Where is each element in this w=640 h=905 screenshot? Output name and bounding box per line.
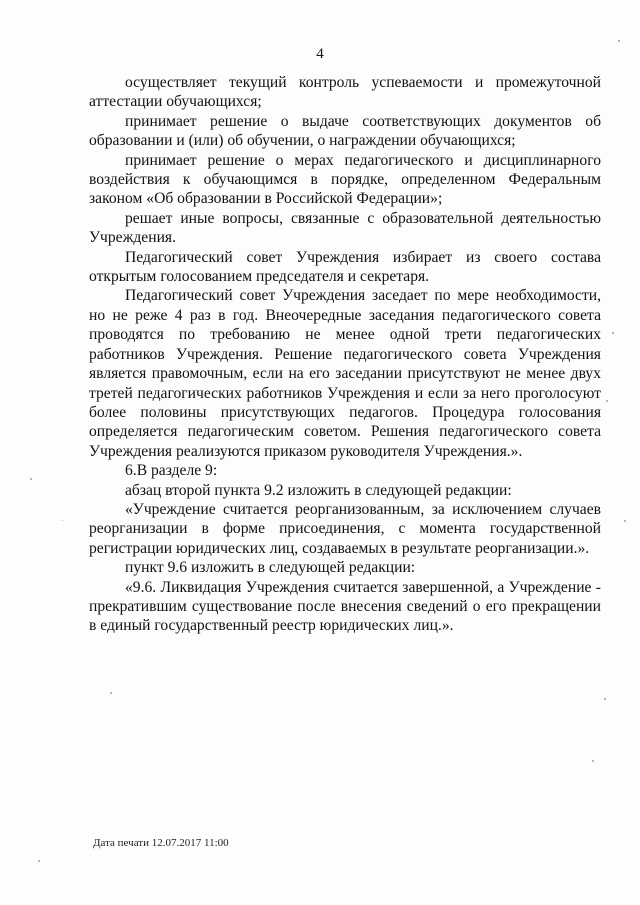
scan-speck xyxy=(30,478,32,480)
paragraph-clause-9-6-text: «9.6. Ликвидация Учреждения считается завершенной, а Учреждение - прекратившим существование после внесения сведений о его прекращении в единый государственный реестр юридических лиц.». xyxy=(89,578,601,635)
paragraph-other-questions: решает иные вопросы, связанные с образовательной деятельностью Учреждения. xyxy=(89,209,601,247)
paragraph-council-election: Педагогический совет Учреждения избирает из своего состава открытым голосованием председателя и секретаря. xyxy=(89,248,601,286)
scan-speck xyxy=(618,40,620,42)
paragraph-council-meetings: Педагогический совет Учреждения заседает по мере необходимости, но не реже 4 раз в год. Внеочередные заседания педагогического совета проводятся по требованию не менее одной трети педагогических работников Учреждения. Решение педагогического совета Учреждения является правомочным, если на его заседании присутствуют не менее двух третей педагогических работников Учреждения и если за него проголосуют более половины присутствующих педагогов. Процедура голосования определяется педагогическим советом. Решения педагогического совета Учреждения реализуются приказом руководителя Учреждения.». xyxy=(89,287,601,460)
page-number: 4 xyxy=(316,46,324,62)
paragraph-clause-9-2-intro: абзац второй пункта 9.2 изложить в следующей редакции: xyxy=(125,481,512,499)
scan-speck xyxy=(612,332,614,334)
paragraph-disciplinary-measures: принимает решение о мерах педагогического и дисциплинарного воздействия к обучающимся в порядке, определенном Федеральным законом «Об образовании в Российской Федерации»; xyxy=(89,151,601,208)
scan-speck xyxy=(624,520,626,522)
scan-speck xyxy=(606,400,608,402)
paragraph-clause-9-6-intro: пункт 9.6 изложить в следующей редакции: xyxy=(125,559,416,577)
scan-speck xyxy=(110,692,112,694)
paragraph-documents-decision: принимает решение о выдаче соответствующих документов об образовании и (или) об обучении, о награждении обучающихся; xyxy=(89,112,601,150)
scan-speck xyxy=(604,698,606,700)
scan-speck xyxy=(62,520,63,521)
scan-speck xyxy=(38,860,40,862)
paragraph-clause-9-2-text: «Учреждение считается реорганизованным, за исключением случаев реорганизации в форме присоединения, с момента государственной регистрации юридических лиц, создаваемых в результате реорганизации.». xyxy=(89,500,601,557)
paragraph-section-9: 6.В разделе 9: xyxy=(125,462,218,480)
scan-speck xyxy=(592,760,594,762)
paragraph-progress-control: осуществляет текущий контроль успеваемости и промежуточной аттестации обучающихся; xyxy=(89,74,601,111)
document-body xyxy=(89,73,601,636)
print-date-footer: Дата печати 12.07.2017 11:00 xyxy=(93,837,229,849)
